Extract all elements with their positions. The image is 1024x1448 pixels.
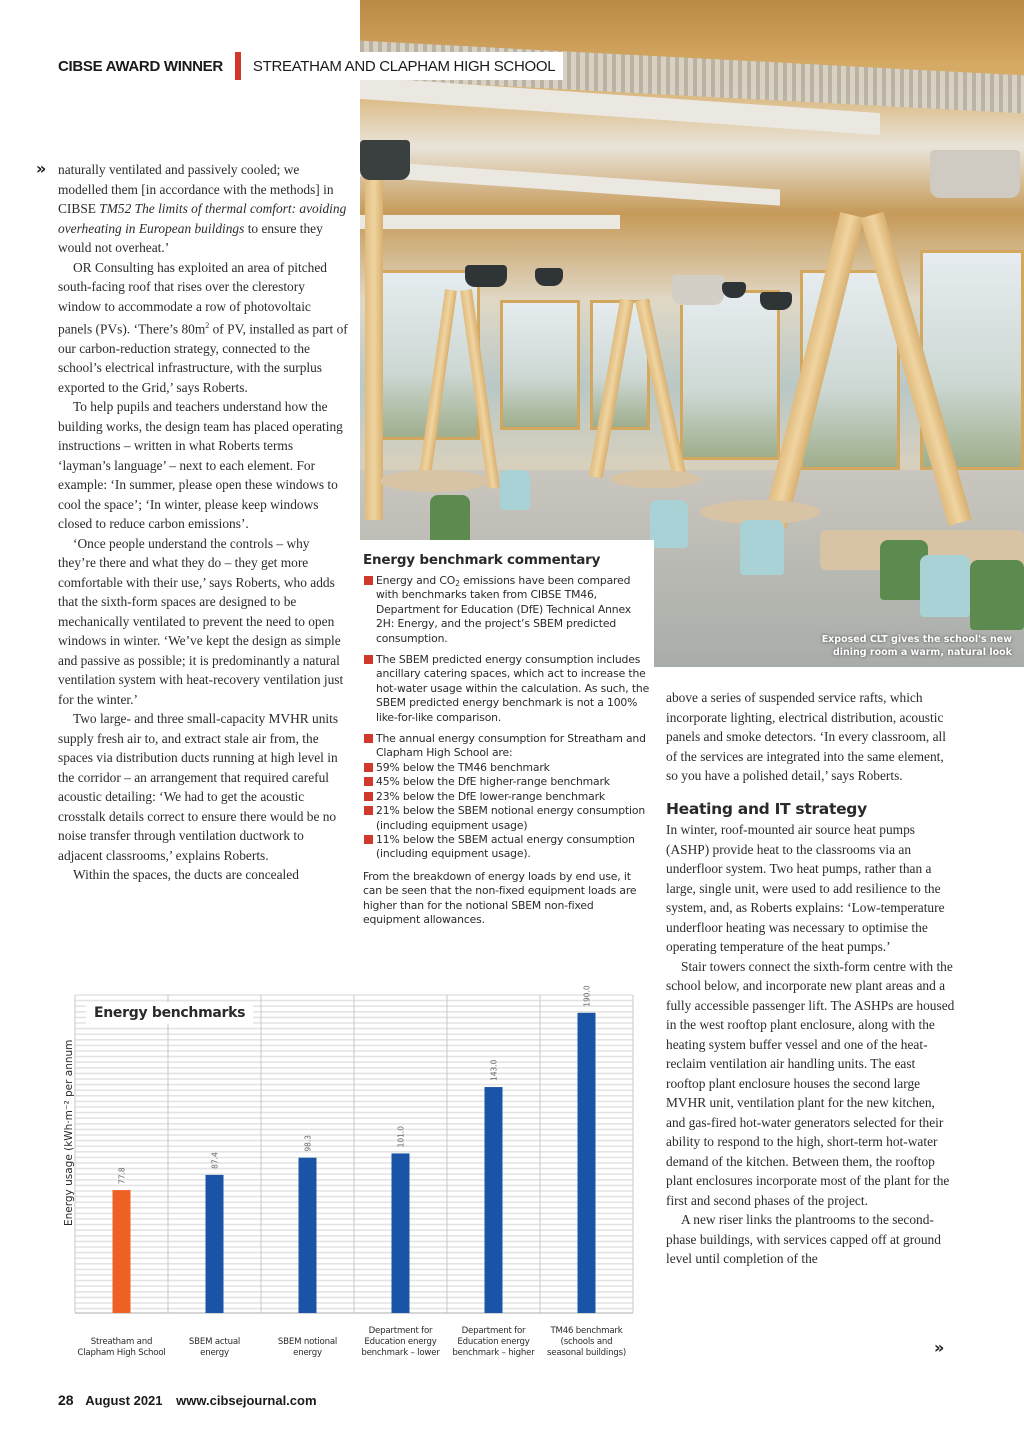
article-section-title: STREATHAM AND CLAPHAM HIGH SCHOOL [252,57,556,75]
x-tick-label [353,1326,449,1359]
bullet-square-icon [364,792,373,801]
commentary-conclusion: From the breakdown of energy loads by end use, it can be seen that the non-fixed equipment loads are higher than for the notional SBEM non-fixed equipment allowances. [363,869,637,926]
website-link[interactable]: www.cibsejournal.com [176,1393,317,1408]
publication-title: TM52 The limits of thermal comfort: avoiding overheating in European buildings [58,201,347,236]
y-axis-label [63,1039,75,1226]
paragraph: Two large- and three small-capacity MVHR units supply fresh air to, and extract stale air from, the spaces via distribution ducts running at high level in the corridor – an arrangement that required careful acoustic detailing: ‘We had to get the acoustic crosstalk details correct to ensure there would be no noise transfer through ventilation ductwork to adjacent classrooms,’ explains Roberts. [58,711,339,863]
bar-value-label: 101.0 [396,1125,406,1148]
x-tick-label-line: Clapham High School [77,1348,166,1358]
paragraph: Stair towers connect the sixth-form centre with the school below, and incorporate new plant areas and a fully accessible passenger lift. The ASHPs are housed in the west rooftop plant enclosure, along with the heating system buffer vessel and one of the heat-reclaim ventilation air handling units. The east rooftop plant enclosure houses the second large MVHR unit, ventilation plant for the new kitchen, and gas-fired hot-water generators selected for their ability to respond to the high, short-term hot-water demand of the kitchen. Between them, the rooftop plant enclosures incorporate most of the plant for the first and second phases of the project. [666,958,955,1208]
bar-value-label: 190.0 [582,985,592,1007]
paragraph [58,160,348,258]
bar-3 [392,1153,410,1313]
paragraph: Within the spaces, the ducts are concealed [73,867,299,883]
list-item [363,790,652,804]
timber-column [365,150,383,520]
pendant-lamp [535,268,563,286]
list-item [363,804,652,833]
text-run: to ensure they would not overheat.’ [58,220,323,255]
x-tick-label-line: TM46 benchmark [550,1326,623,1336]
bullet-square-icon [364,734,373,743]
paragraph: ‘Once people understand the controls – why they’re there and what they do – they get more comfortable with their use,’ says Roberts, who adds that the sixth-form spaces are designed to be mechanically ventilated to prevent the need to open windows in winter. ‘We’ve kept the design as simple and passive as possible; it is predominantly a natural ventilation system with heat-recovery ventilation just for the winter.’ [58,535,344,707]
list-item [363,732,652,761]
text-run: Energy and CO [376,574,456,587]
text-run: 21% below the SBEM notional energy consumption (including equipment usage) [376,804,646,832]
photo-caption-line: dining room a warm, natural look [832,647,1012,658]
continued-from-icon: » [36,159,47,178]
bar-value-label: 143.0 [489,1059,499,1082]
x-tick-label-line: energy [200,1348,229,1358]
subscript: 2 [455,579,460,588]
x-tick-label-line: Streatham and [90,1337,153,1347]
list-item [363,833,652,862]
list-item [363,761,652,775]
commentary-title: Energy benchmark commentary [363,552,601,568]
bar-2 [299,1158,317,1313]
bullet-square-icon [364,835,373,844]
text-run: OR Consulting has exploited an area of pitched south-facing roof that rises over the clerestory window to accommodate a row of photovoltaic panels (PVs). ‘There’s 80m [58,259,327,337]
pendant-lamp [360,140,410,180]
x-tick-label [260,1337,356,1359]
text-run: of PV, installed as part of our carbon-reduction strategy, connected to the school’s electrical infrastructure, with the surplus exported to the Grid,’ says Roberts. [58,321,348,395]
chair [650,500,688,548]
page-footer [58,1392,317,1408]
x-tick-label-line: benchmark – lower [361,1348,440,1358]
section-header [50,52,563,80]
photo-caption [822,633,1012,659]
x-tick-label [446,1326,542,1359]
bar-value-label: 98.3 [303,1134,313,1152]
award-kicker: CIBSE AWARD WINNER [58,57,223,75]
chair [430,495,470,545]
service-raft [360,215,620,229]
bar-1 [206,1175,224,1313]
chart-title-box [86,1002,253,1024]
service-raft [360,160,780,205]
x-tick-label-line: (schools and [560,1337,613,1347]
text-run: The SBEM predicted energy consumption includes ancillary catering spaces, which act to increase the hot-water usage within the calculation. As such, the SBEM predicted energy benchmark is not a 100% like-for-like comparison. [376,653,650,724]
chair [920,555,970,617]
header-divider-bar [235,52,241,80]
x-tick-label [74,1337,170,1359]
chair [970,560,1024,630]
text-run: emissions have been compared with benchmarks taken from CIBSE TM46, Department for Education (DfE) Technical Annex 2H: Energy, and the project’s SBEM predicted consumption. [376,574,632,645]
list-item [363,574,652,646]
commentary-list [363,574,652,862]
bullet-square-icon [364,763,373,772]
x-tick-label-line: Department for [368,1326,433,1336]
chair [500,470,530,510]
text-run: 45% below the DfE higher-range benchmark [376,775,610,789]
text-run: 23% below the DfE lower-range benchmark [376,789,605,803]
dining-table [380,470,490,492]
pendant-lamp [930,150,1020,198]
x-tick-label-line: Education energy [364,1337,437,1347]
paragraph: To help pupils and teachers understand how the building works, the design team has placed operating instructions – written in what Roberts terms ‘layman’s language’ – next to each element. For example: ‘In summer, please open these windows to cool the space’; ‘In winter, please keep windows closed to reduce carbon emissions’. [58,399,343,532]
x-tick-label-line: SBEM notional [277,1337,338,1347]
text-run: 11% below the SBEM actual energy consumption (including equipment usage). [376,832,635,861]
photo-caption-line: Exposed CLT gives the school's new [821,634,1012,645]
chair [740,520,784,575]
x-tick-label-line: SBEM actual [188,1337,241,1347]
bar-value-label: 87.4 [210,1152,220,1169]
chart-canvas [50,985,640,1360]
continued-on-icon: » [934,1338,945,1357]
bullet-square-icon [364,576,373,585]
bar-value-label: 77.8 [117,1167,127,1185]
text-run: naturally ventilated and passively cooled; we modelled them [in accordance with the methods] in CIBSE [58,162,334,216]
chart-title: Energy benchmarks [94,1005,246,1021]
text-run: 59% below the TM46 benchmark [376,760,550,774]
bullet-square-icon [364,655,373,664]
x-tick-label-line: benchmark – higher [452,1348,535,1358]
dining-table [610,470,700,488]
bullet-square-icon [364,777,373,786]
page-number: 28 [58,1392,74,1408]
body-column-right [666,688,956,1269]
energy-benchmarks-chart [50,985,640,1360]
section-subheading: Heating and IT strategy [666,799,867,818]
window [680,290,780,460]
x-tick-label [167,1337,263,1359]
paragraph: In winter, roof-mounted air source heat pumps (ASHP) provide heat to the classrooms via an underfloor system. Two heat pumps, rather than a large, single unit, were used to add resilience to the system, and, as Roberts explains: ‘Low-temperature underfloor heating was necessary to optimise the operating temperature of the heat pumps.’ [666,822,945,954]
x-tick-label-line: Education energy [457,1337,530,1347]
pendant-lamp [672,275,724,305]
body-column-left [58,160,348,885]
bar-0 [113,1190,131,1313]
list-item [363,653,652,725]
pendant-lamp [760,292,792,310]
bar-4 [485,1087,503,1313]
x-tick-label-line: seasonal buildings) [546,1348,627,1358]
y-axis-label-text: Energy usage (kWh·m⁻² per annum [63,1039,75,1226]
issue-date: August 2021 [85,1393,163,1408]
paragraph: above a series of suspended service rafts, which incorporate lighting, electrical distribution, acoustic panels and smoke detectors. ‘In every classroom, all of the services are integrated into the same element, so you have a polished detail,’ says Roberts. [666,690,946,783]
list-item [363,775,652,789]
superscript: 2 [205,321,210,330]
paragraph: A new riser links the plantrooms to the second-phase buildings, with services capped off at ground level until completion of the [666,1212,941,1266]
x-tick-label-line: energy [293,1348,322,1358]
text-run: The annual energy consumption for Streatham and Clapham High School are: [376,732,646,760]
energy-benchmark-commentary [360,540,654,980]
bullet-square-icon [364,806,373,815]
bar-5 [578,1013,596,1313]
pendant-lamp [465,265,507,287]
window [500,300,580,430]
paragraph [58,258,348,398]
x-tick-label-line: Department for [461,1326,526,1336]
pendant-lamp [722,282,746,298]
x-tick-label [539,1326,635,1359]
